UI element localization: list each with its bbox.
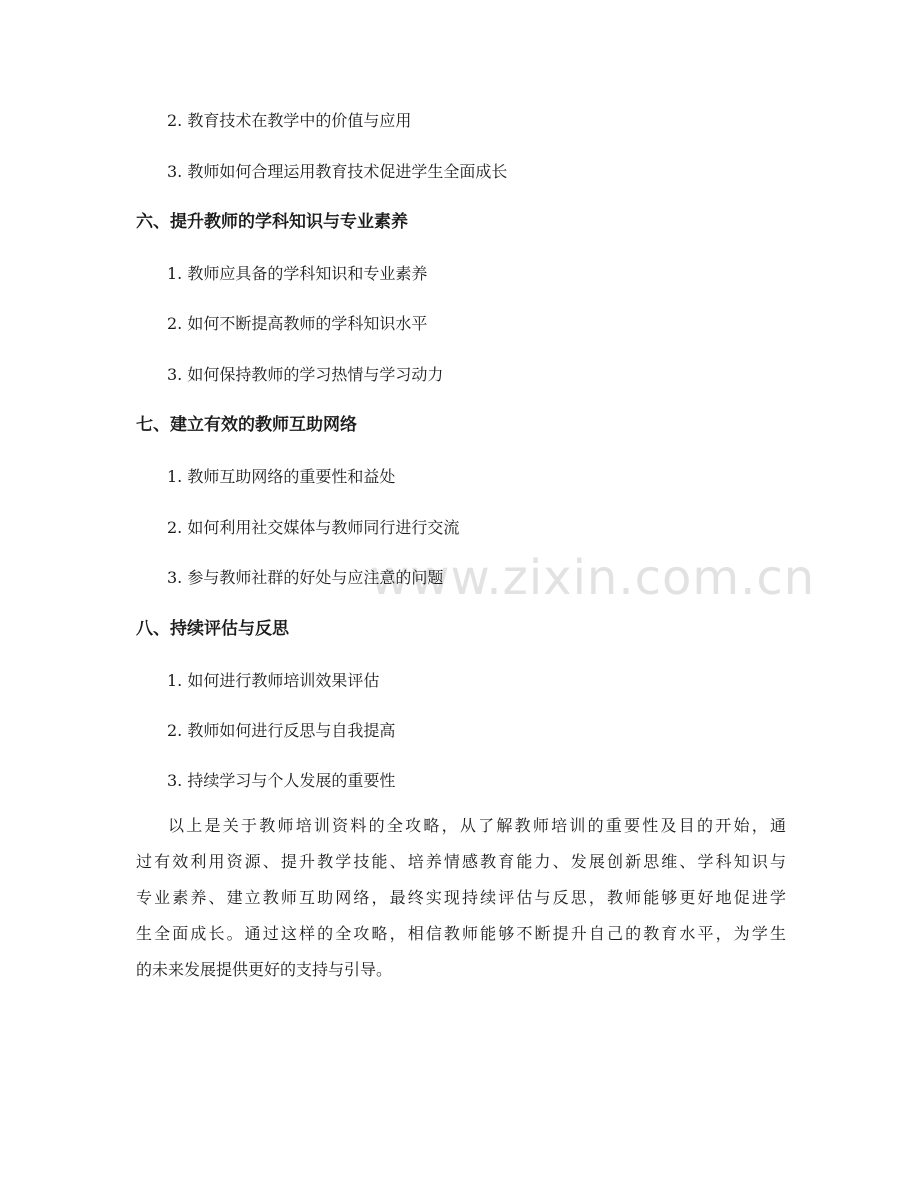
conclusion-paragraph <box>136 816 786 996</box>
list-item: 3. 持续学习与个人发展的重要性 <box>167 771 396 790</box>
section-heading: 八、持续评估与反思 <box>136 619 289 639</box>
list-item: 2. 如何利用社交媒体与教师同行进行交流 <box>167 518 460 537</box>
list-item: 2. 教育技术在教学中的价值与应用 <box>167 111 412 130</box>
list-item: 1. 如何进行教师培训效果评估 <box>167 671 380 690</box>
list-item: 1. 教师应具备的学科知识和专业素养 <box>167 264 428 283</box>
watermark: www.zixin.com.cn <box>370 550 816 606</box>
list-item: 3. 教师如何合理运用教育技术促进学生全面成长 <box>167 162 508 181</box>
paragraph-line: 以上是关于教师培训资料的全攻略，从了解教师培训的重要性及目的开始，通 <box>168 816 786 835</box>
list-item: 3. 如何保持教师的学习热情与学习动力 <box>167 365 444 384</box>
list-item: 2. 教师如何进行反思与自我提高 <box>167 721 396 740</box>
list-item: 2. 如何不断提高教师的学科知识水平 <box>167 314 428 333</box>
list-item: 1. 教师互助网络的重要性和益处 <box>167 467 396 486</box>
paragraph-line: 的未来发展提供更好的支持与引导。 <box>136 960 393 979</box>
list-item: 3. 参与教师社群的好处与应注意的问题 <box>167 568 444 587</box>
paragraph-line: 过有效利用资源、提升教学技能、培养情感教育能力、发展创新思维、学科知识与 <box>136 852 786 871</box>
paragraph-line: 生全面成长。通过这样的全攻略，相信教师能够不断提升自己的教育水平，为学生 <box>136 924 786 943</box>
section-heading: 六、提升教师的学科知识与专业素养 <box>136 212 408 232</box>
section-heading: 七、建立有效的教师互助网络 <box>136 415 357 435</box>
paragraph-line: 专业素养、建立教师互助网络，最终实现持续评估与反思，教师能够更好地促进学 <box>136 888 786 907</box>
